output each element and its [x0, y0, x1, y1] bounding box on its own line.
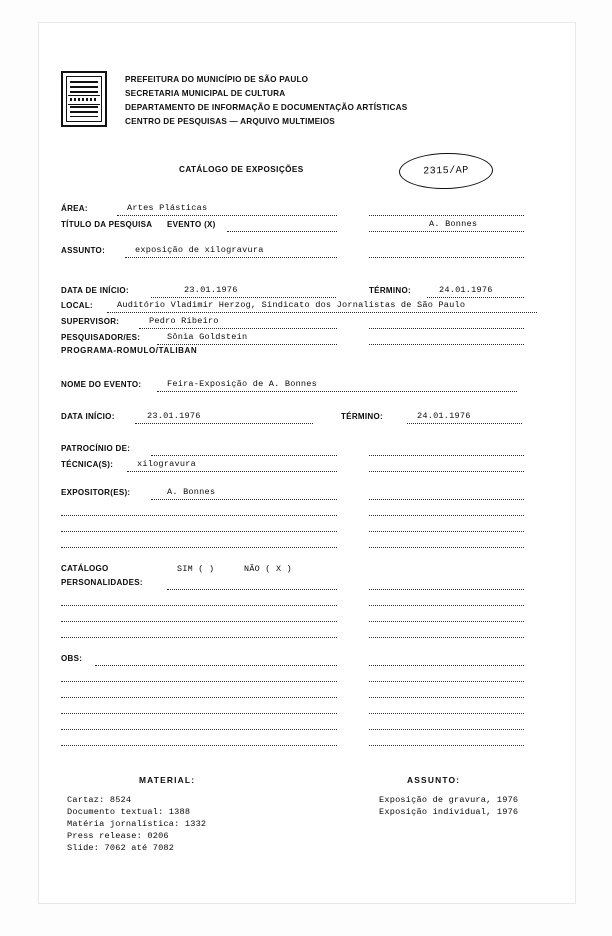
evento-label: EVENTO (X) — [167, 220, 216, 229]
field-data-inicio-evento — [39, 411, 575, 427]
supervisor-value: Pedro Ribeiro — [149, 316, 219, 326]
org-line-3: DEPARTAMENTO DE INFORMAÇÃO E DOCUMENTAÇÃO ARTÍSTICAS — [125, 103, 408, 112]
blank-line — [369, 515, 524, 516]
blank-line — [61, 681, 337, 682]
field-supervisor — [39, 316, 575, 332]
termino-label: TÉRMINO: — [369, 286, 411, 295]
termino-value: 24.01.1976 — [439, 285, 493, 295]
field-titulo-pesquisa — [39, 219, 575, 235]
programa-label: PROGRAMA-ROMULO/TALIBAN — [61, 346, 198, 355]
blank-line — [369, 547, 524, 548]
expositores-label: EXPOSITOR(ES): — [61, 488, 131, 497]
material-item: Cartaz: 8524 — [67, 795, 132, 805]
local-label: LOCAL: — [61, 301, 94, 310]
blank-line — [369, 697, 524, 698]
blank-line — [369, 713, 524, 714]
area-value: Artes Plásticas — [127, 203, 208, 213]
catalogo-nao-option[interactable]: NÃO ( X ) — [244, 564, 292, 574]
org-line-2: SECRETARIA MUNICIPAL DE CULTURA — [125, 89, 286, 98]
titulo-label: TÍTULO DA PESQUISA — [61, 220, 153, 229]
blank-line — [369, 681, 524, 682]
catalogo-label: CATÁLOGO — [61, 564, 109, 573]
material-item: Matéria jornalística: 1332 — [67, 819, 207, 829]
field-tecnicas — [39, 459, 575, 475]
nome-evento-value: Feira-Exposição de A. Bonnes — [167, 379, 317, 389]
local-value: Auditório Vladimir Herzog, Sindicato dos Jornalistas de São Paulo — [117, 300, 466, 310]
blank-line — [61, 713, 337, 714]
org-line-4: CENTRO DE PESQUISAS — ARQUIVO MULTIMEIOS — [125, 117, 335, 126]
blank-line — [369, 621, 524, 622]
assunto-value: exposição de xilogravura — [135, 245, 264, 255]
catalog-title: CATÁLOGO DE EXPOSIÇÕES — [179, 165, 304, 174]
field-data-inicio — [39, 285, 575, 301]
assunto-header: ASSUNTO: — [407, 775, 461, 785]
blank-line — [369, 729, 524, 730]
blank-line — [369, 605, 524, 606]
termino2-label: TÉRMINO: — [341, 412, 383, 421]
area-label: ÁREA: — [61, 204, 88, 213]
nome-evento-label: NOME DO EVENTO: — [61, 380, 142, 389]
blank-line — [61, 637, 337, 638]
coat-of-arms-icon — [61, 71, 107, 127]
blank-line — [61, 531, 337, 532]
assunto-item: Exposição de gravura, 1976 — [379, 795, 519, 805]
field-nome-evento — [39, 379, 575, 395]
expositores-value: A. Bonnes — [167, 487, 216, 497]
blank-line — [61, 729, 337, 730]
material-item: Slide: 7062 até 7082 — [67, 843, 175, 853]
field-local — [39, 300, 575, 316]
organization-lines — [125, 71, 407, 129]
field-assunto — [39, 245, 575, 261]
field-personalidades — [39, 577, 575, 593]
obs-label: OBS: — [61, 654, 83, 663]
material-item: Press release: 0206 — [67, 831, 169, 841]
termino2-value: 24.01.1976 — [417, 411, 471, 421]
assunto-item: Exposição individual, 1976 — [379, 807, 519, 817]
field-patrocinio — [39, 443, 575, 459]
material-item: Documento textual: 1388 — [67, 807, 191, 817]
blank-line — [61, 697, 337, 698]
personalidades-label: PERSONALIDADES: — [61, 578, 143, 587]
org-line-1: PREFEITURA DO MUNICÍPIO DE SÃO PAULO — [125, 75, 309, 84]
pesquisador-value: Sônia Goldstein — [167, 332, 248, 342]
assunto-label: ASSUNTO: — [61, 246, 106, 255]
tecnicas-label: TÉCNICA(S): — [61, 460, 114, 469]
blank-line — [61, 515, 337, 516]
record-code: 2315/AP — [399, 152, 494, 190]
data-inicio2-value: 23.01.1976 — [147, 411, 201, 421]
field-programa — [39, 345, 575, 361]
data-inicio2-label: DATA INÍCIO: — [61, 412, 115, 421]
titulo-value: A. Bonnes — [429, 219, 478, 229]
data-inicio-value: 23.01.1976 — [184, 285, 238, 295]
field-expositores — [39, 487, 575, 503]
blank-line — [369, 637, 524, 638]
patrocinio-label: PATROCÍNIO DE: — [61, 444, 131, 453]
form-sheet — [38, 22, 576, 904]
field-area — [39, 203, 575, 219]
catalogo-sim-option[interactable]: SIM ( ) — [177, 564, 215, 574]
blank-line — [369, 531, 524, 532]
field-obs — [39, 653, 575, 669]
blank-line — [61, 621, 337, 622]
blank-line — [369, 745, 524, 746]
pesquisador-label: PESQUISADOR/ES: — [61, 333, 141, 342]
data-inicio-label: DATA DE INÍCIO: — [61, 286, 129, 295]
blank-line — [61, 745, 337, 746]
supervisor-label: SUPERVISOR: — [61, 317, 120, 326]
blank-line — [61, 605, 337, 606]
material-header: MATERIAL: — [139, 775, 196, 785]
blank-line — [61, 547, 337, 548]
letterhead — [61, 71, 561, 129]
tecnicas-value: xilogravura — [137, 459, 196, 469]
